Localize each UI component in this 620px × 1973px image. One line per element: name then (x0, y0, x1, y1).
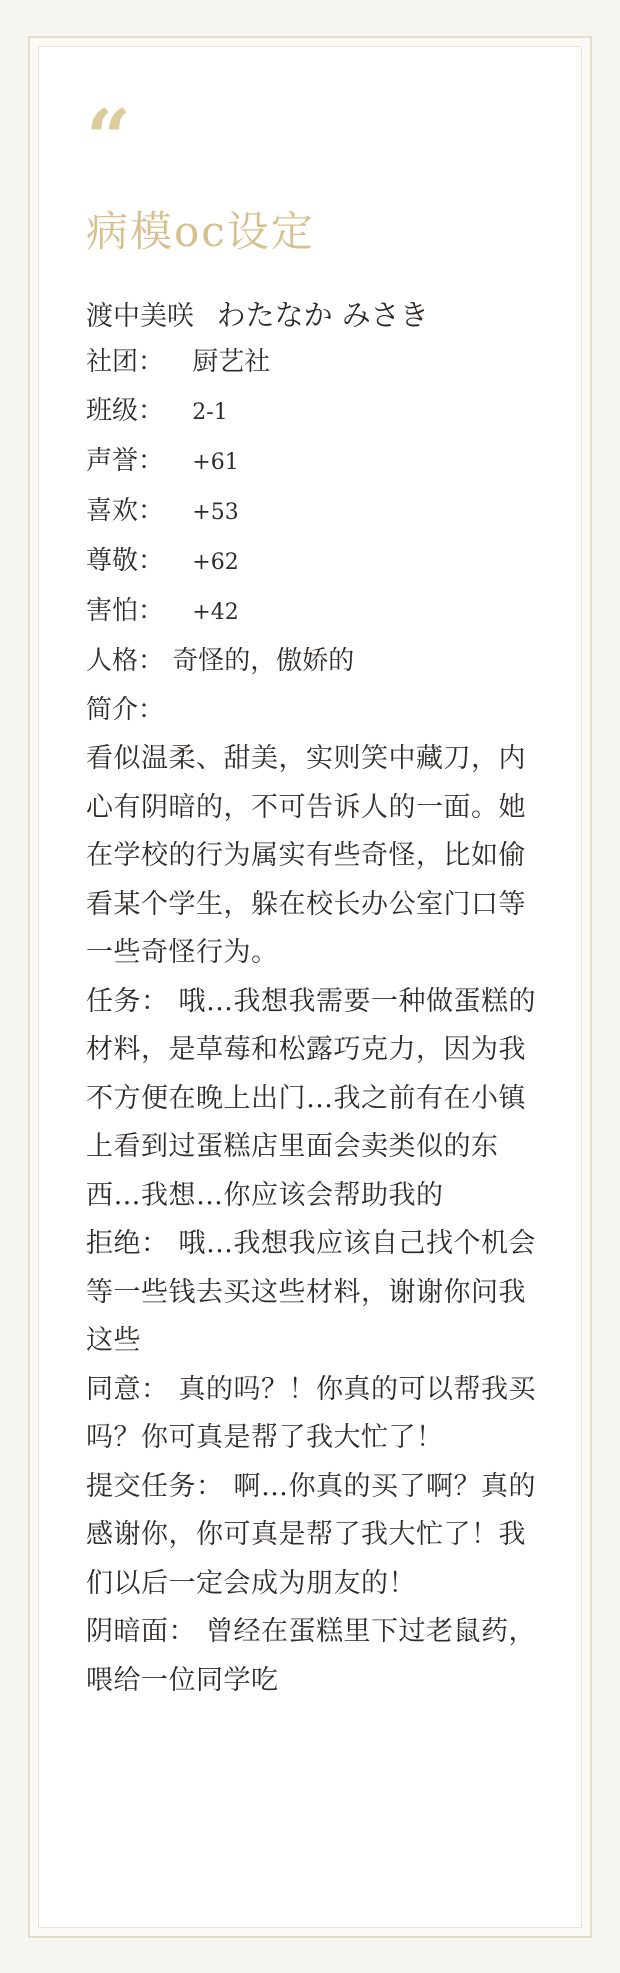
stat-label: 班级： (86, 396, 165, 426)
stat-label: 尊敬： (86, 546, 165, 576)
personality-value: 奇怪的，傲娇的 (172, 646, 355, 676)
stat-label: 害怕： (86, 596, 165, 626)
submit-text: 啊…你真的买了啊？真的感谢你，你可真是帮了我大忙了！我们以后一定会成为朋友的！ (86, 1470, 536, 1599)
task-text: 哦…我想我需要一种做蛋糕的材料，是草莓和松露巧克力，因为我不方便在晚上出门…我之前有在小镇上看到过蛋糕店里面会卖类似的东西…我想…你应该会帮助我的 (86, 985, 536, 1211)
refuse-section (86, 1220, 536, 1366)
agree-section (86, 1366, 536, 1463)
stat-value: 厨艺社 (192, 347, 271, 377)
stat-respect (86, 537, 536, 587)
submit-label: 提交任务： (86, 1470, 224, 1502)
dark-side-section (86, 1608, 536, 1705)
character-name (86, 294, 536, 338)
stat-value: +62 (192, 550, 239, 575)
dark-side-label: 阴暗面： (86, 1616, 196, 1647)
stat-value: 2-1 (192, 400, 228, 425)
intro-text: 看似温柔、甜美，实则笑中藏刀，内心有阴暗的，不可告诉人的一面。她在学校的行为属实有些奇怪，比如偷看某个学生，躲在校长办公室门口等一些奇怪行为。 (86, 743, 526, 968)
stat-value: +61 (192, 450, 239, 475)
name-kanji: 渡中美咲 (86, 301, 194, 332)
agree-label: 同意： (86, 1373, 169, 1405)
stat-class (86, 387, 536, 437)
stat-like (86, 487, 536, 537)
dark-side-text: 曾经在蛋糕里下过老鼠药，喂给一位同学吃 (86, 1616, 536, 1696)
refuse-label: 拒绝： (86, 1228, 169, 1259)
personality (86, 637, 536, 686)
name-kana: わたなか みさき (216, 298, 429, 332)
stat-label: 喜欢： (86, 496, 165, 526)
stat-reputation (86, 437, 536, 487)
intro-heading: 简介： (86, 695, 165, 725)
stat-fear (86, 587, 536, 637)
stat-value: +42 (192, 600, 239, 625)
stat-label: 社团： (86, 347, 165, 377)
stat-value: +53 (192, 500, 239, 525)
page-title: 病模oc设定 (86, 207, 315, 256)
task-label: 任务： (86, 985, 169, 1017)
personality-label: 人格： (86, 646, 165, 676)
task-section (86, 978, 536, 1221)
profile-card (86, 93, 536, 1705)
stat-club (86, 338, 536, 387)
stat-label: 声誉： (86, 446, 165, 476)
agree-text: 真的吗？！你真的可以帮我买吗？你可真是帮了我大忙了！ (86, 1373, 536, 1453)
refuse-text: 哦…我想我应该自己找个机会等一些钱去买这些材料，谢谢你问我这些 (86, 1228, 536, 1356)
submit-section (86, 1463, 536, 1609)
quote-mark-icon: “ (86, 93, 125, 184)
